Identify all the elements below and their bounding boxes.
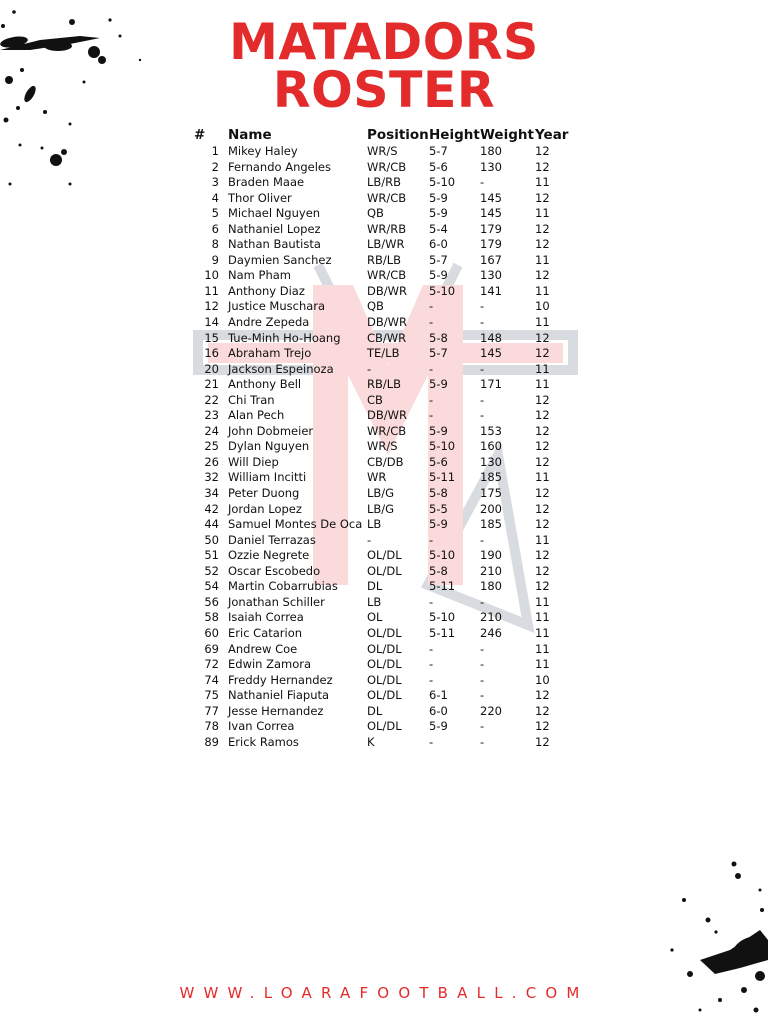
roster-row	[194, 331, 575, 347]
roster-row	[194, 610, 575, 626]
player-year: 12	[535, 734, 550, 749]
player-name: Peter Duong	[228, 486, 300, 501]
player-height: -	[429, 594, 434, 609]
player-year: 12	[535, 688, 550, 703]
player-position: WR/S	[367, 144, 398, 158]
roster-row	[194, 673, 575, 689]
player-weight: 180	[480, 579, 502, 594]
player-height: 5-9	[429, 206, 448, 221]
player-position: OL/DL	[367, 688, 402, 703]
player-number: 56	[204, 594, 219, 609]
player-height: 5-10	[429, 610, 456, 625]
player-height: 5-9	[429, 268, 448, 283]
column-header-weight: Weight	[480, 127, 534, 144]
player-position: CB	[367, 392, 383, 407]
player-position: DB/WR	[367, 283, 407, 298]
player-number: 72	[204, 657, 219, 672]
roster-row	[194, 191, 575, 207]
player-year: 12	[535, 548, 550, 563]
player-number: 75	[204, 688, 219, 703]
player-year: 11	[535, 361, 550, 376]
player-weight: 179	[480, 237, 502, 252]
player-position: LB/G	[367, 486, 395, 501]
player-weight: -	[480, 734, 485, 749]
player-weight: -	[480, 315, 485, 330]
roster-row	[194, 222, 575, 238]
player-year: 12	[535, 517, 550, 532]
player-number: 34	[204, 486, 219, 501]
player-height: 6-1	[429, 688, 448, 703]
player-weight: -	[480, 657, 485, 672]
player-name: Abraham Trejo	[228, 346, 312, 361]
player-name: Samuel Montes De Oca	[228, 517, 363, 532]
player-year: 12	[535, 190, 550, 205]
player-name: Nathaniel Lopez	[228, 221, 321, 236]
player-year: 12	[535, 486, 550, 501]
player-position: WR/CB	[367, 159, 407, 174]
player-number: 69	[204, 641, 219, 656]
player-height: 5-7	[429, 346, 448, 361]
player-name: Martin Cobarrubias	[228, 579, 338, 594]
player-height: 6-0	[429, 703, 448, 718]
player-number: 25	[204, 439, 219, 454]
player-year: 12	[535, 237, 550, 252]
player-height: 5-6	[429, 454, 448, 469]
player-height: -	[429, 657, 434, 672]
player-height: -	[429, 532, 434, 547]
player-name: Jesse Hernandez	[228, 703, 324, 718]
player-height: 5-9	[429, 377, 448, 392]
player-name: Oscar Escobedo	[228, 563, 321, 578]
player-weight: -	[480, 672, 485, 687]
player-name: Andrew Coe	[228, 641, 298, 656]
player-number: 9	[211, 252, 219, 267]
roster-row	[194, 486, 575, 502]
player-name: Jackson Espeinoza	[228, 361, 334, 376]
player-name: Thor Oliver	[228, 190, 292, 205]
player-weight: -	[480, 392, 485, 407]
roster-row	[194, 408, 575, 424]
player-weight: -	[480, 361, 485, 376]
player-position: OL/DL	[367, 625, 402, 640]
player-number: 6	[211, 221, 219, 236]
player-position: LB/RB	[367, 175, 402, 190]
roster-row	[194, 704, 575, 720]
player-number: 11	[204, 283, 219, 298]
player-name: Ozzie Negrete	[228, 548, 310, 563]
column-header-name: Name	[228, 127, 272, 144]
player-height: 5-10	[429, 175, 456, 190]
roster-row	[194, 268, 575, 284]
player-name: Nathaniel Fiaputa	[228, 688, 330, 703]
player-number: 15	[204, 330, 219, 345]
column-header-position: Position	[367, 127, 429, 144]
roster-row	[194, 455, 575, 471]
roster-row	[194, 393, 575, 409]
player-name: Alan Pech	[228, 408, 285, 423]
roster-row	[194, 626, 575, 642]
player-weight: -	[480, 408, 485, 423]
player-number: 77	[204, 703, 219, 718]
player-year: 12	[535, 408, 550, 423]
player-height: 5-11	[429, 625, 456, 640]
player-position: LB	[367, 517, 382, 532]
player-weight: 180	[480, 144, 502, 158]
player-name: Justice Muschara	[228, 299, 326, 314]
player-height: -	[429, 299, 434, 314]
player-height: 5-7	[429, 252, 448, 267]
player-weight: 145	[480, 206, 502, 221]
player-height: 5-9	[429, 190, 448, 205]
player-weight: 246	[480, 625, 502, 640]
player-year: 12	[535, 563, 550, 578]
player-name: Michael Nguyen	[228, 206, 321, 221]
title-line-1: MATADORS	[229, 13, 539, 71]
player-name: Edwin Zamora	[228, 657, 312, 672]
player-height: 5-6	[429, 159, 448, 174]
player-name: Braden Maae	[228, 175, 305, 190]
player-year: 11	[535, 610, 550, 625]
player-position: OL/DL	[367, 719, 402, 734]
player-weight: -	[480, 594, 485, 609]
player-name: Daniel Terrazas	[228, 532, 316, 547]
player-position: WR	[367, 470, 387, 485]
player-position: DB/WR	[367, 315, 407, 330]
player-name: Eric Catarion	[228, 625, 303, 640]
player-position: OL/DL	[367, 672, 402, 687]
player-number: 42	[204, 501, 219, 516]
player-name: Nathan Bautista	[228, 237, 321, 252]
player-height: 5-8	[429, 330, 448, 345]
roster-row	[194, 517, 575, 533]
player-height: -	[429, 315, 434, 330]
player-weight: 160	[480, 439, 502, 454]
roster-row	[194, 595, 575, 611]
roster-row	[194, 424, 575, 440]
player-height: 5-11	[429, 470, 456, 485]
player-year: 12	[535, 579, 550, 594]
player-name: Will Diep	[228, 454, 279, 469]
player-name: Fernando Angeles	[228, 159, 331, 174]
player-name: Daymien Sanchez	[228, 252, 332, 267]
player-height: -	[429, 672, 434, 687]
player-year: 12	[535, 454, 550, 469]
player-weight: -	[480, 532, 485, 547]
player-position: TE/LB	[367, 346, 400, 361]
player-number: 22	[204, 392, 219, 407]
player-weight: 167	[480, 252, 502, 267]
player-number: 8	[211, 237, 219, 252]
player-weight: 130	[480, 454, 502, 469]
player-position: WR/RB	[367, 221, 407, 236]
player-year: 12	[535, 439, 550, 454]
player-number: 78	[204, 719, 219, 734]
player-weight: 130	[480, 268, 502, 283]
player-position: OL/DL	[367, 657, 402, 672]
player-year: 11	[535, 283, 550, 298]
player-weight: 200	[480, 501, 502, 516]
roster-header-row	[194, 127, 575, 144]
player-height: 5-9	[429, 517, 448, 532]
player-weight: 220	[480, 703, 502, 718]
player-height: 5-10	[429, 283, 456, 298]
player-year: 11	[535, 594, 550, 609]
player-name: Dylan Nguyen	[228, 439, 310, 454]
player-number: 1	[211, 144, 219, 158]
player-year: 11	[535, 641, 550, 656]
player-height: 5-9	[429, 423, 448, 438]
roster-row	[194, 533, 575, 549]
player-number: 54	[204, 579, 219, 594]
player-year: 11	[535, 377, 550, 392]
player-weight: -	[480, 688, 485, 703]
player-number: 14	[204, 315, 219, 330]
player-weight: 153	[480, 423, 502, 438]
player-year: 12	[535, 423, 550, 438]
player-name: Mikey Haley	[228, 144, 298, 158]
player-position: WR/CB	[367, 423, 407, 438]
player-number: 2	[211, 159, 219, 174]
player-weight: 185	[480, 517, 502, 532]
player-position: OL/DL	[367, 563, 402, 578]
player-year: 12	[535, 719, 550, 734]
player-weight: 148	[480, 330, 502, 345]
player-position: OL	[367, 610, 383, 625]
player-year: 12	[535, 330, 550, 345]
player-name: Jordan Lopez	[228, 501, 302, 516]
player-height: 5-7	[429, 144, 448, 158]
player-position: K	[367, 734, 375, 749]
player-number: 32	[204, 470, 219, 485]
player-weight: 130	[480, 159, 502, 174]
player-position: -	[367, 361, 372, 376]
player-number: 16	[204, 346, 219, 361]
roster-row	[194, 688, 575, 704]
player-position: DL	[367, 703, 383, 718]
player-position: WR/S	[367, 439, 398, 454]
roster-body	[194, 144, 575, 750]
player-height: 5-9	[429, 719, 448, 734]
player-year: 11	[535, 532, 550, 547]
player-position: WR/CB	[367, 190, 407, 205]
player-height: -	[429, 641, 434, 656]
roster-table	[194, 127, 575, 750]
page-title	[0, 13, 768, 119]
player-number: 60	[204, 625, 219, 640]
player-number: 3	[211, 175, 219, 190]
player-name: Freddy Hernandez	[228, 672, 333, 687]
roster-row	[194, 719, 575, 735]
player-number: 52	[204, 563, 219, 578]
player-name: Ivan Correa	[228, 719, 295, 734]
player-position: RB/LB	[367, 252, 402, 267]
player-position: LB/G	[367, 501, 395, 516]
player-year: 10	[535, 299, 550, 314]
roster-row	[194, 362, 575, 378]
column-header-number: #	[194, 127, 206, 144]
player-year: 11	[535, 657, 550, 672]
player-year: 12	[535, 159, 550, 174]
player-position: OL/DL	[367, 548, 402, 563]
player-name: Anthony Diaz	[228, 283, 305, 298]
player-year: 11	[535, 252, 550, 267]
roster-row	[194, 160, 575, 176]
player-year: 11	[535, 315, 550, 330]
roster-row	[194, 642, 575, 658]
player-height: 5-11	[429, 579, 456, 594]
player-position: OL/DL	[367, 641, 402, 656]
roster-row	[194, 502, 575, 518]
player-weight: -	[480, 299, 485, 314]
player-weight: 145	[480, 346, 502, 361]
player-name: Isaiah Correa	[228, 610, 304, 625]
player-name: Nam Pham	[228, 268, 291, 283]
roster-row	[194, 346, 575, 362]
player-number: 74	[204, 672, 219, 687]
roster-row	[194, 657, 575, 673]
player-weight: 210	[480, 563, 502, 578]
player-year: 11	[535, 470, 550, 485]
roster-row	[194, 315, 575, 331]
player-year: 12	[535, 346, 550, 361]
player-weight: 175	[480, 486, 502, 501]
player-number: 21	[204, 377, 219, 392]
roster-row	[194, 579, 575, 595]
player-weight: 185	[480, 470, 502, 485]
column-header-year: Year	[535, 127, 569, 144]
player-name: William Incitti	[228, 470, 307, 485]
player-position: QB	[367, 206, 384, 221]
player-weight: -	[480, 175, 485, 190]
player-height: 5-8	[429, 563, 448, 578]
player-position: DL	[367, 579, 383, 594]
player-height: -	[429, 392, 434, 407]
column-header-height: Height	[429, 127, 480, 144]
player-number: 24	[204, 423, 219, 438]
player-number: 23	[204, 408, 219, 423]
player-name: Andre Zepeda	[228, 315, 310, 330]
roster-row	[194, 564, 575, 580]
player-number: 51	[204, 548, 219, 563]
player-height: 5-4	[429, 221, 448, 236]
roster-row	[194, 377, 575, 393]
roster-row	[194, 144, 575, 160]
player-height: -	[429, 408, 434, 423]
player-height: -	[429, 734, 434, 749]
player-weight: 171	[480, 377, 502, 392]
website-url: WWW.LOARAFOOTBALL.COM	[179, 984, 589, 1002]
player-position: -	[367, 532, 372, 547]
roster-row	[194, 439, 575, 455]
player-weight: 210	[480, 610, 502, 625]
player-height: 5-8	[429, 486, 448, 501]
player-name: Jonathan Schiller	[228, 594, 325, 609]
player-number: 58	[204, 610, 219, 625]
player-height: 5-10	[429, 548, 456, 563]
player-position: CB/WR	[367, 330, 407, 345]
player-number: 26	[204, 454, 219, 469]
player-number: 4	[211, 190, 219, 205]
roster-row	[194, 206, 575, 222]
player-weight: 145	[480, 190, 502, 205]
title-line-2: ROSTER	[272, 61, 496, 119]
player-year: 12	[535, 268, 550, 283]
player-number: 50	[204, 532, 219, 547]
player-height: 5-5	[429, 501, 448, 516]
roster-row	[194, 470, 575, 486]
roster-row	[194, 284, 575, 300]
player-position: LB	[367, 594, 382, 609]
player-year: 11	[535, 206, 550, 221]
player-weight: 141	[480, 283, 502, 298]
player-position: RB/LB	[367, 377, 402, 392]
player-name: Erick Ramos	[228, 734, 299, 749]
player-number: 89	[204, 734, 219, 749]
player-name: Anthony Bell	[228, 377, 302, 392]
roster-row	[194, 548, 575, 564]
player-name: Tue-Minh Ho-Hoang	[228, 330, 341, 345]
player-number: 10	[204, 268, 219, 283]
player-number: 5	[211, 206, 219, 221]
roster-row	[194, 175, 575, 191]
player-position: WR/CB	[367, 268, 407, 283]
player-name: John Dobmeier	[228, 423, 314, 438]
player-position: DB/WR	[367, 408, 407, 423]
roster-row	[194, 735, 575, 751]
player-number: 12	[204, 299, 219, 314]
player-position: QB	[367, 299, 384, 314]
player-position: CB/DB	[367, 454, 404, 469]
player-height: -	[429, 361, 434, 376]
player-year: 11	[535, 175, 550, 190]
player-number: 44	[204, 517, 219, 532]
roster-row	[194, 253, 575, 269]
player-year: 11	[535, 625, 550, 640]
player-weight: -	[480, 641, 485, 656]
player-weight: 190	[480, 548, 502, 563]
player-year: 12	[535, 501, 550, 516]
player-year: 10	[535, 672, 550, 687]
player-position: LB/WR	[367, 237, 405, 252]
player-year: 12	[535, 392, 550, 407]
roster-row	[194, 237, 575, 253]
player-height: 6-0	[429, 237, 448, 252]
player-year: 12	[535, 144, 550, 158]
player-year: 12	[535, 703, 550, 718]
player-weight: -	[480, 719, 485, 734]
roster-row	[194, 299, 575, 315]
player-weight: 179	[480, 221, 502, 236]
player-number: 20	[204, 361, 219, 376]
player-height: 5-10	[429, 439, 456, 454]
player-year: 12	[535, 221, 550, 236]
player-name: Chi Tran	[228, 392, 275, 407]
